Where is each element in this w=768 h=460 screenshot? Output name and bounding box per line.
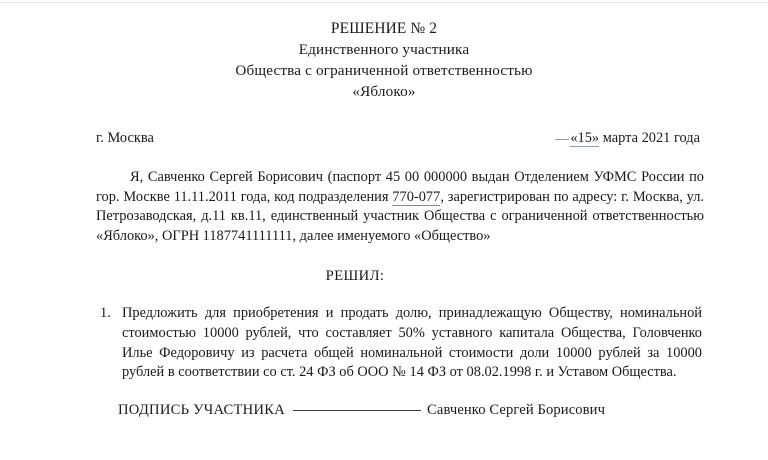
signature-label: ПОДПИСЬ УЧАСТНИКА	[118, 401, 286, 418]
document-company-name: «Яблоко»	[352, 83, 416, 100]
resolution-item-list	[0, 304, 768, 382]
intro-text-before-code: Я, Савченко Сергей Борисович (паспорт 45 00 000000 выдан Отделением УФМС России по гор. Москве 11.11.2011 года, код подразделения	[96, 169, 704, 205]
department-code-value: 770-077	[392, 188, 441, 205]
signature-blank-line	[293, 410, 421, 411]
signature-name: Савченко Сергей Борисович	[427, 401, 606, 418]
signature-row	[0, 400, 768, 420]
document-subtitle-company-form: Общества с ограниченной ответственностью	[235, 62, 533, 79]
document-header	[0, 18, 768, 102]
date-month-year: марта 2021 года	[599, 130, 700, 146]
resolution-heading: РЕШИЛ:	[325, 268, 385, 285]
date-day-value: «15»	[570, 130, 600, 146]
document-title: РЕШЕНИЕ № 2	[330, 20, 438, 37]
intro-text-after-code: , зарегистрирован по адресу: г. Москва, ул. Петрозаводская, д.11 кв.11, единственный участник Общества с ограниченной ответственностью «Яблоко», ОГРН 1187741111111, далее именуемого «Общество»	[96, 188, 705, 244]
city-date-row	[0, 127, 768, 149]
list-item-marker: 1.	[100, 305, 111, 322]
document-subtitle-participant: Единственного участника	[298, 41, 470, 58]
list-item	[0, 304, 768, 382]
intro-paragraph	[0, 168, 768, 246]
list-item-text: Предложить для приобретения и продать долю, принадлежащую Обществу, номинальной стоимостью 10000 рублей, что составляет 50% уставного капитала Общества, Головченко Илье Федоровичу из расчета общей номинальной стоимости доли 10000 рублей за 10000 рублей в соответствии со ст. 24 ФЗ об ООО № 14 ФЗ от 08.02.1998 г. и Уставом Общества.	[122, 305, 702, 381]
date-blank-line	[555, 139, 569, 140]
city-label: г. Москва	[96, 130, 154, 146]
date-label	[555, 127, 700, 149]
